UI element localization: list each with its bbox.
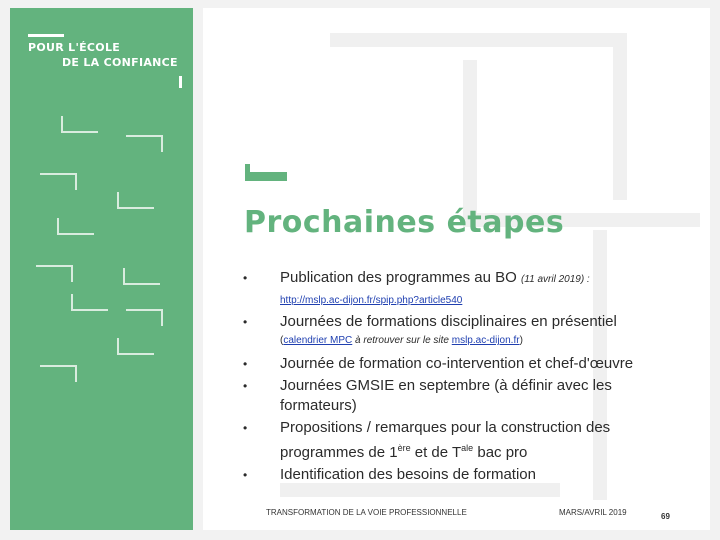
list-item	[240, 418, 690, 463]
list-item-text: Identification des besoins de formation	[280, 466, 536, 483]
list-item	[240, 312, 690, 332]
bullet-icon: •	[243, 421, 248, 435]
article-link[interactable]: http://mslp.ac-dijon.fr/spip.php?article540	[280, 295, 463, 306]
superscript: ère	[397, 443, 411, 453]
bullet-list	[240, 268, 690, 485]
bullet-icon: •	[243, 271, 248, 285]
subnote-text: à retrouver sur le site	[352, 335, 452, 346]
page-title: Prochaines étapes	[244, 205, 565, 240]
list-item-text: Propositions / remarques pour la construction des programmes de 1	[280, 419, 611, 461]
list-item	[240, 354, 690, 374]
site-link[interactable]: mslp.ac-dijon.fr	[451, 335, 520, 346]
title-accent-bar	[245, 172, 287, 181]
list-item-text: et de T	[410, 444, 462, 461]
page-number: 69	[661, 512, 670, 521]
list-item-text: bac pro	[473, 444, 528, 461]
list-item	[240, 465, 690, 485]
list-item	[240, 376, 690, 416]
footer-title: TRANSFORMATION DE LA VOIE PROFESSIONNELLE	[266, 508, 467, 517]
subnote-paren: (	[280, 335, 284, 346]
brand-line2: DE LA CONFIANCE	[62, 56, 178, 69]
bullet-icon: •	[243, 379, 248, 393]
bullet-icon: •	[243, 315, 248, 329]
list-item-text: Publication des programmes au BO	[280, 269, 517, 286]
bullet-icon: •	[243, 468, 248, 482]
list-item-note: (11 avril 2019) :	[520, 274, 590, 285]
list-item-text: Journées GMSIE en septembre (à définir avec les formateurs)	[280, 377, 612, 414]
list-item	[240, 268, 690, 290]
list-item-text: Journée de formation co-intervention et chef-d'œuvre	[280, 355, 634, 372]
footer-date: MARS/AVRIL 2019	[559, 508, 627, 517]
list-item-subnote	[240, 334, 690, 348]
bullet-icon: •	[243, 357, 248, 371]
list-item-text: Journées de formations disciplinaires en présentiel	[280, 313, 617, 330]
calendar-link[interactable]: calendrier MPC	[283, 335, 353, 346]
brand-line1: POUR L'ÉCOLE	[28, 41, 121, 54]
subnote-paren: )	[519, 335, 523, 346]
superscript: ale	[461, 443, 474, 453]
